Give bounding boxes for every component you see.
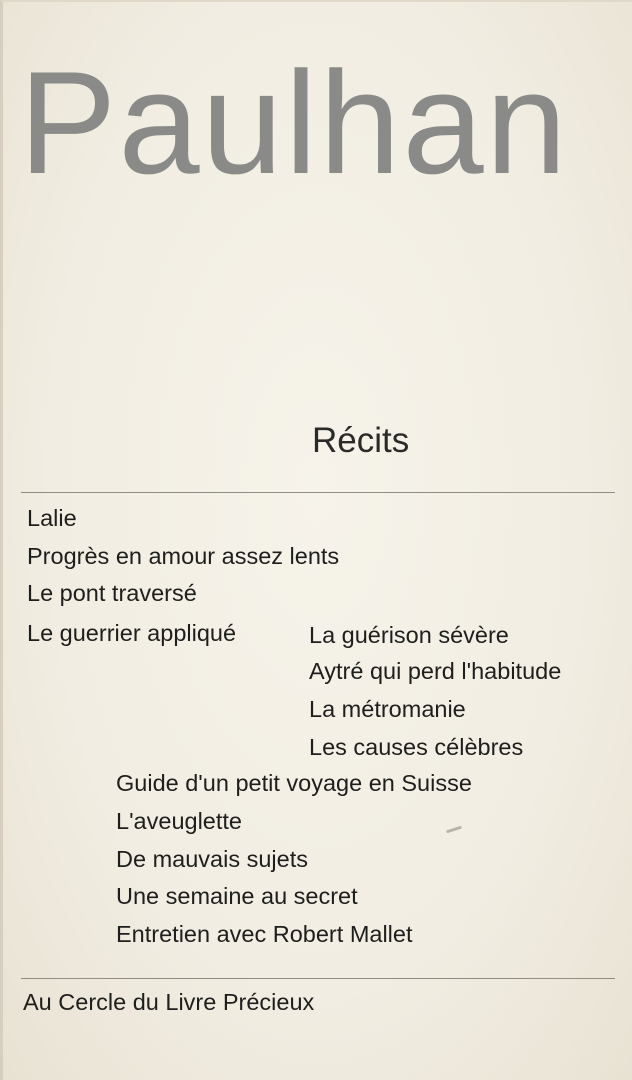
top-divider: [21, 492, 615, 493]
contents-item: Entretien avec Robert Mallet: [116, 921, 413, 947]
contents-item: Les causes célèbres: [309, 734, 524, 760]
contents-item: La métromanie: [309, 696, 466, 722]
paper-mark: [446, 826, 462, 834]
contents-item: Aytré qui perd l'habitude: [309, 658, 562, 684]
contents-item: La guérison sévère: [309, 622, 509, 648]
bottom-divider: [21, 978, 615, 979]
contents-item: Le pont traversé: [27, 580, 197, 606]
publisher-name: Au Cercle du Livre Précieux: [23, 989, 315, 1015]
contents-item: Lalie: [27, 505, 77, 531]
contents-item: De mauvais sujets: [116, 846, 308, 872]
genre-heading: Récits: [312, 421, 410, 460]
contents-item: Le guerrier appliqué: [27, 620, 237, 646]
contents-item: Progrès en amour assez lents: [27, 543, 340, 569]
contents-item: Guide d'un petit voyage en Suisse: [116, 770, 472, 796]
author-name: Paulhan: [19, 41, 569, 204]
contents-item: L'aveuglette: [116, 808, 243, 834]
contents-item: Une semaine au secret: [116, 883, 358, 909]
